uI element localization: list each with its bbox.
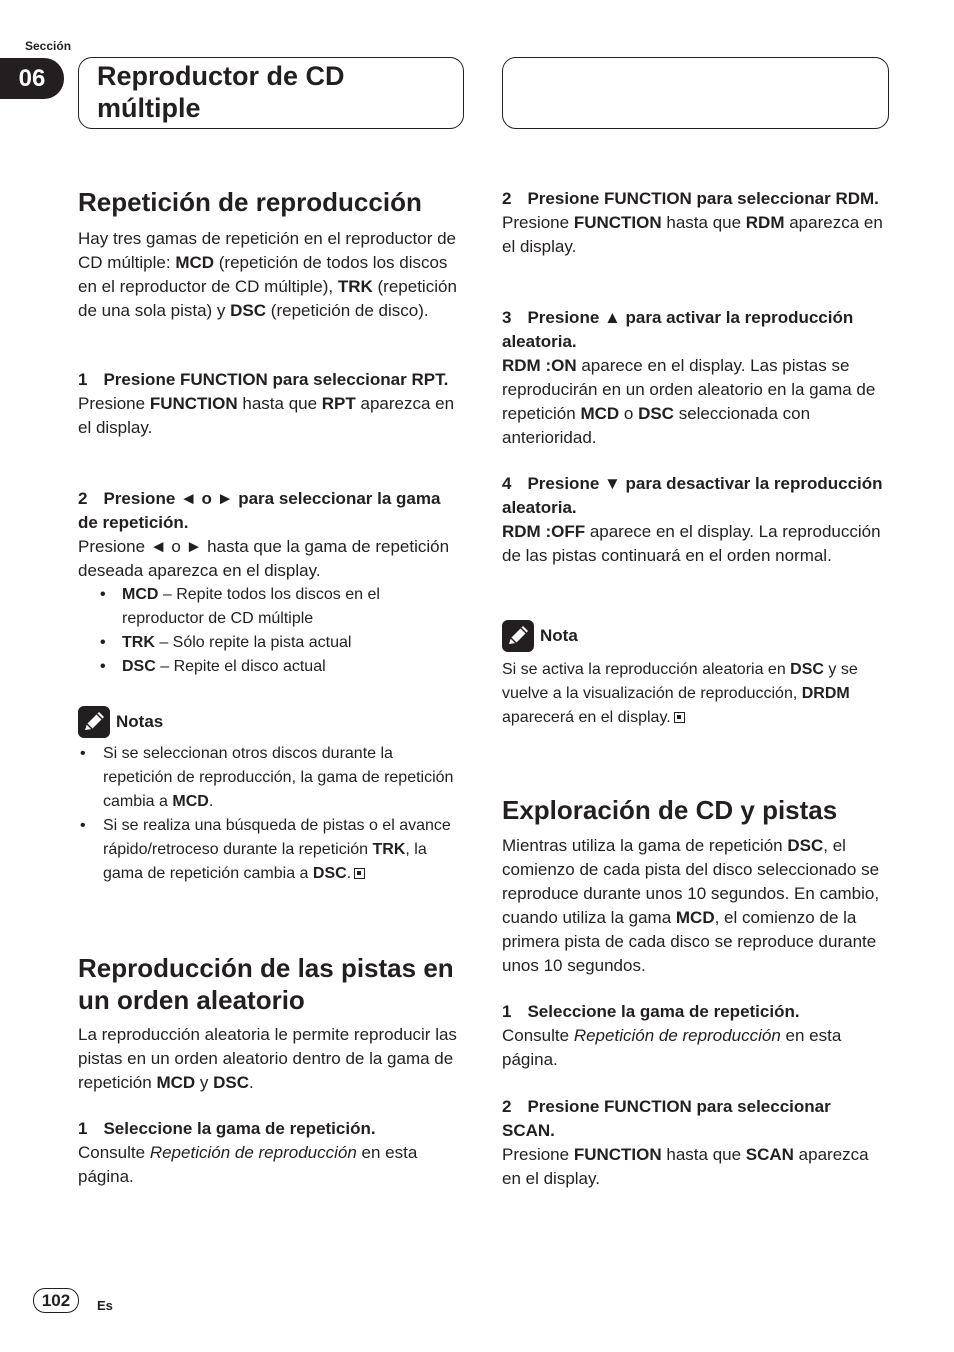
list-item: • TRK – Sólo repite la pista actual [98,631,464,655]
chapter-title: Reproductor de CD múltiple [97,61,345,123]
scan-step-2: 2 Presione FUNCTION para seleccionar SCAN. Presione FUNCTION hasta que SCAN aparezca en el display. [502,1097,869,1188]
page-number: 102 [33,1288,79,1313]
random-note: Nota Si se activa la reproducción aleatoria en DSC y se vuelve a la visualización de reproducción, DRDM aparecerá en el display. [502,620,888,730]
stop-icon [354,868,365,879]
random-step-1: 1 Seleccione la gama de repetición. Consulte Repetición de reproducción en esta página. [78,1119,418,1186]
repeat-notes: Notas • Si se seleccionan otros discos durante la repetición de reproducción, la gama de repetición cambia a MCD. • Si se realiza una búsqueda de pistas o el avance rápido/retroceso durante la repetición TRK, la gama de repetición cambia a DSC. [78,706,464,886]
repeat-intro: Hay tres gamas de repetición en el reproductor de CD múltiple: MCD (repetición de todos los discos en el reproductor de CD múltiple), TRK (repetición de una sola pista) y DSC (repetición de disco). [78,229,457,320]
scan-step-1: 1 Seleccione la gama de repetición. Consulte Repetición de reproducción en esta página. [502,1002,842,1069]
header-empty-box [502,57,889,129]
random-step-2: 2 Presione FUNCTION para seleccionar RDM. Presione FUNCTION hasta que RDM aparezca en el display. [502,189,883,256]
repeat-step-2: 2 Presione ◄ o ► para seleccionar la gama de repetición. Presione ◄ o ► hasta que la gama de repetición deseada aparezca en el display. • MCD – Repite todos los discos en el reproductor de CD múltiple • TRK – Sólo repite la pista actual • DSC – Repite el disco actual [78,487,464,679]
language-code: Es [97,1298,113,1313]
section-label: Sección [25,39,72,53]
list-item: • DSC – Repite el disco actual [98,655,464,679]
random-step-3: 3 Presione ▲ para activar la reproducción aleatoria. RDM :ON aparece en el display. Las pistas se reproducirán en un orden aleatorio en la gama de repetición MCD o DSC seleccionada con anterioridad. [502,308,876,447]
random-step-4: 4 Presione ▼ para desactivar la reproducción aleatoria. RDM :OFF aparece en el display. La reproducción de las pistas continuará en el orden normal. [502,474,883,565]
heading-random: Reproducción de las pistas en un orden aleatorio [78,953,454,1015]
stop-icon [674,712,685,723]
note-pencil-icon [502,620,534,652]
scan-intro: Mientras utiliza la gama de repetición DSC, el comienzo de cada pista del disco seleccionado se reproduce durante unos 10 segundos. En cambio, cuando utiliza la gama MCD, el comienzo de la primera pista de cada disco se reproduce durante unos 10 segundos. [502,836,880,975]
list-item: • Si se realiza una búsqueda de pistas o el avance rápido/retroceso durante la repetición TRK, la gama de repetición cambia a DSC. [78,814,464,886]
note-pencil-icon [78,706,110,738]
list-item: • Si se seleccionan otros discos durante la repetición de reproducción, la gama de repetición cambia a MCD. [78,742,464,814]
list-item: • MCD – Repite todos los discos en el reproductor de CD múltiple [98,583,464,631]
repeat-range-list [78,583,464,679]
section-number-tab: 06 [0,58,64,99]
repeat-step-1: 1 Presione FUNCTION para seleccionar RPT. Presione FUNCTION hasta que RPT aparezca en el display. [78,370,455,437]
heading-repeat: Repetición de reproducción [78,187,422,217]
heading-scan: Exploración de CD y pistas [502,795,838,825]
random-intro: La reproducción aleatoria le permite reproducir las pistas en un orden aleatorio dentro de la gama de repetición MCD y DSC. [78,1025,457,1092]
